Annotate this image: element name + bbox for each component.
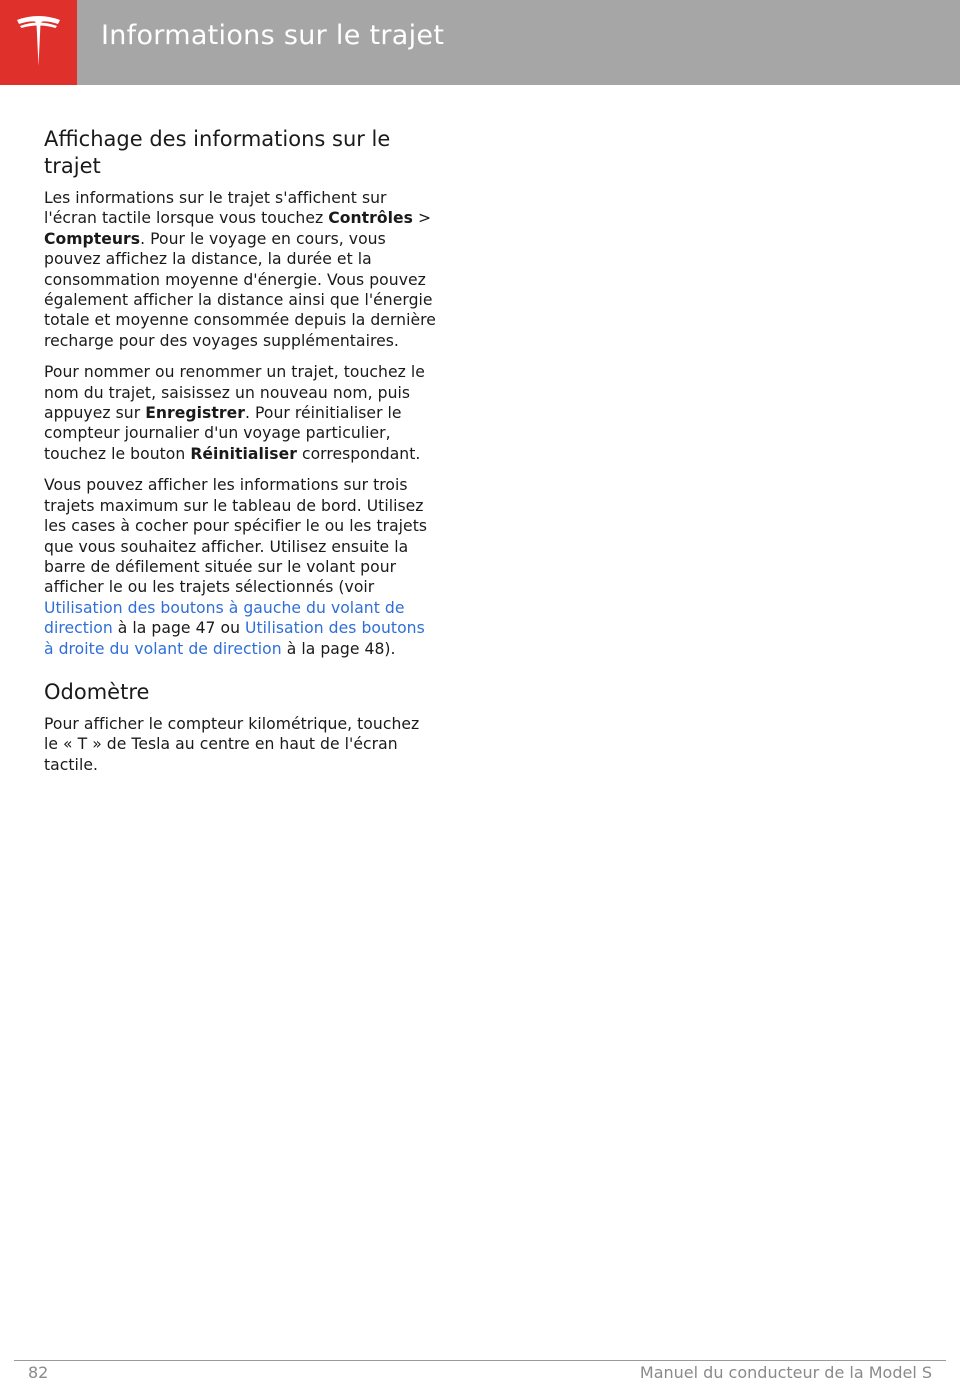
brand-block	[0, 0, 77, 85]
text: à la page 48).	[281, 639, 396, 658]
main-content	[44, 126, 436, 786]
section-odometer	[44, 679, 436, 775]
text: à la page 47 ou	[112, 619, 246, 638]
paragraph	[44, 475, 436, 659]
page-number: 82	[28, 1363, 49, 1382]
text: correspondant.	[296, 444, 421, 463]
tesla-logo-icon	[14, 14, 63, 70]
text: . Pour réinitialiser le compteur journalier d'un voyage particulier, touchez le bouton	[44, 404, 402, 463]
section-heading: Affichage des informations sur le trajet	[44, 127, 391, 178]
paragraph	[44, 362, 436, 464]
menu-label-trips: Compteurs	[44, 229, 141, 248]
text: Les informations sur le trajet s'affichent sur l'écran tactile lorsque vous touchez	[44, 189, 387, 228]
link-left-steering-buttons[interactable]: Utilisation des boutons à gauche du volant de direction	[44, 598, 405, 638]
link-right-steering-buttons[interactable]: Utilisation des boutons à droite du volant de direction	[44, 619, 425, 658]
button-label-reset: Réinitialiser	[190, 444, 297, 463]
text: Pour nommer ou renommer un trajet, touchez le nom du trajet, saisissez un nouveau nom, puis appuyez sur	[44, 363, 425, 423]
section-trip-info	[44, 126, 436, 659]
section-heading: Odomètre	[44, 679, 150, 704]
text: . Pour le voyage en cours, vous pouvez affichez la distance, la durée et la consommation moyenne d'énergie. Vous pouvez également afficher la distance ainsi que l'énergie totale et moyenne consommée depuis la dernière recharge pour des voyages supplémentaires.	[44, 229, 436, 350]
button-label-save: Enregistrer	[145, 404, 245, 423]
footer-divider	[14, 1360, 946, 1361]
header-bar	[0, 0, 960, 85]
paragraph: Pour afficher le compteur kilométrique, touchez le « T » de Tesla au centre en haut de l'écran tactile.	[44, 714, 420, 774]
text: >	[413, 209, 432, 228]
paragraph	[44, 188, 436, 351]
text: Vous pouvez afficher les informations sur trois trajets maximum sur le tableau de bord. Utilisez les cases à cocher pour spécifier le ou les trajets que vous souhaitez afficher. Utilisez ensuite la barre de défilement située sur le volant pour afficher le ou les trajets sélectionnés (voir	[44, 476, 428, 597]
page-title: Informations sur le trajet	[101, 20, 445, 51]
menu-label-controls: Contrôles	[328, 209, 414, 228]
footer-title: Manuel du conducteur de la Model S	[639, 1363, 932, 1382]
